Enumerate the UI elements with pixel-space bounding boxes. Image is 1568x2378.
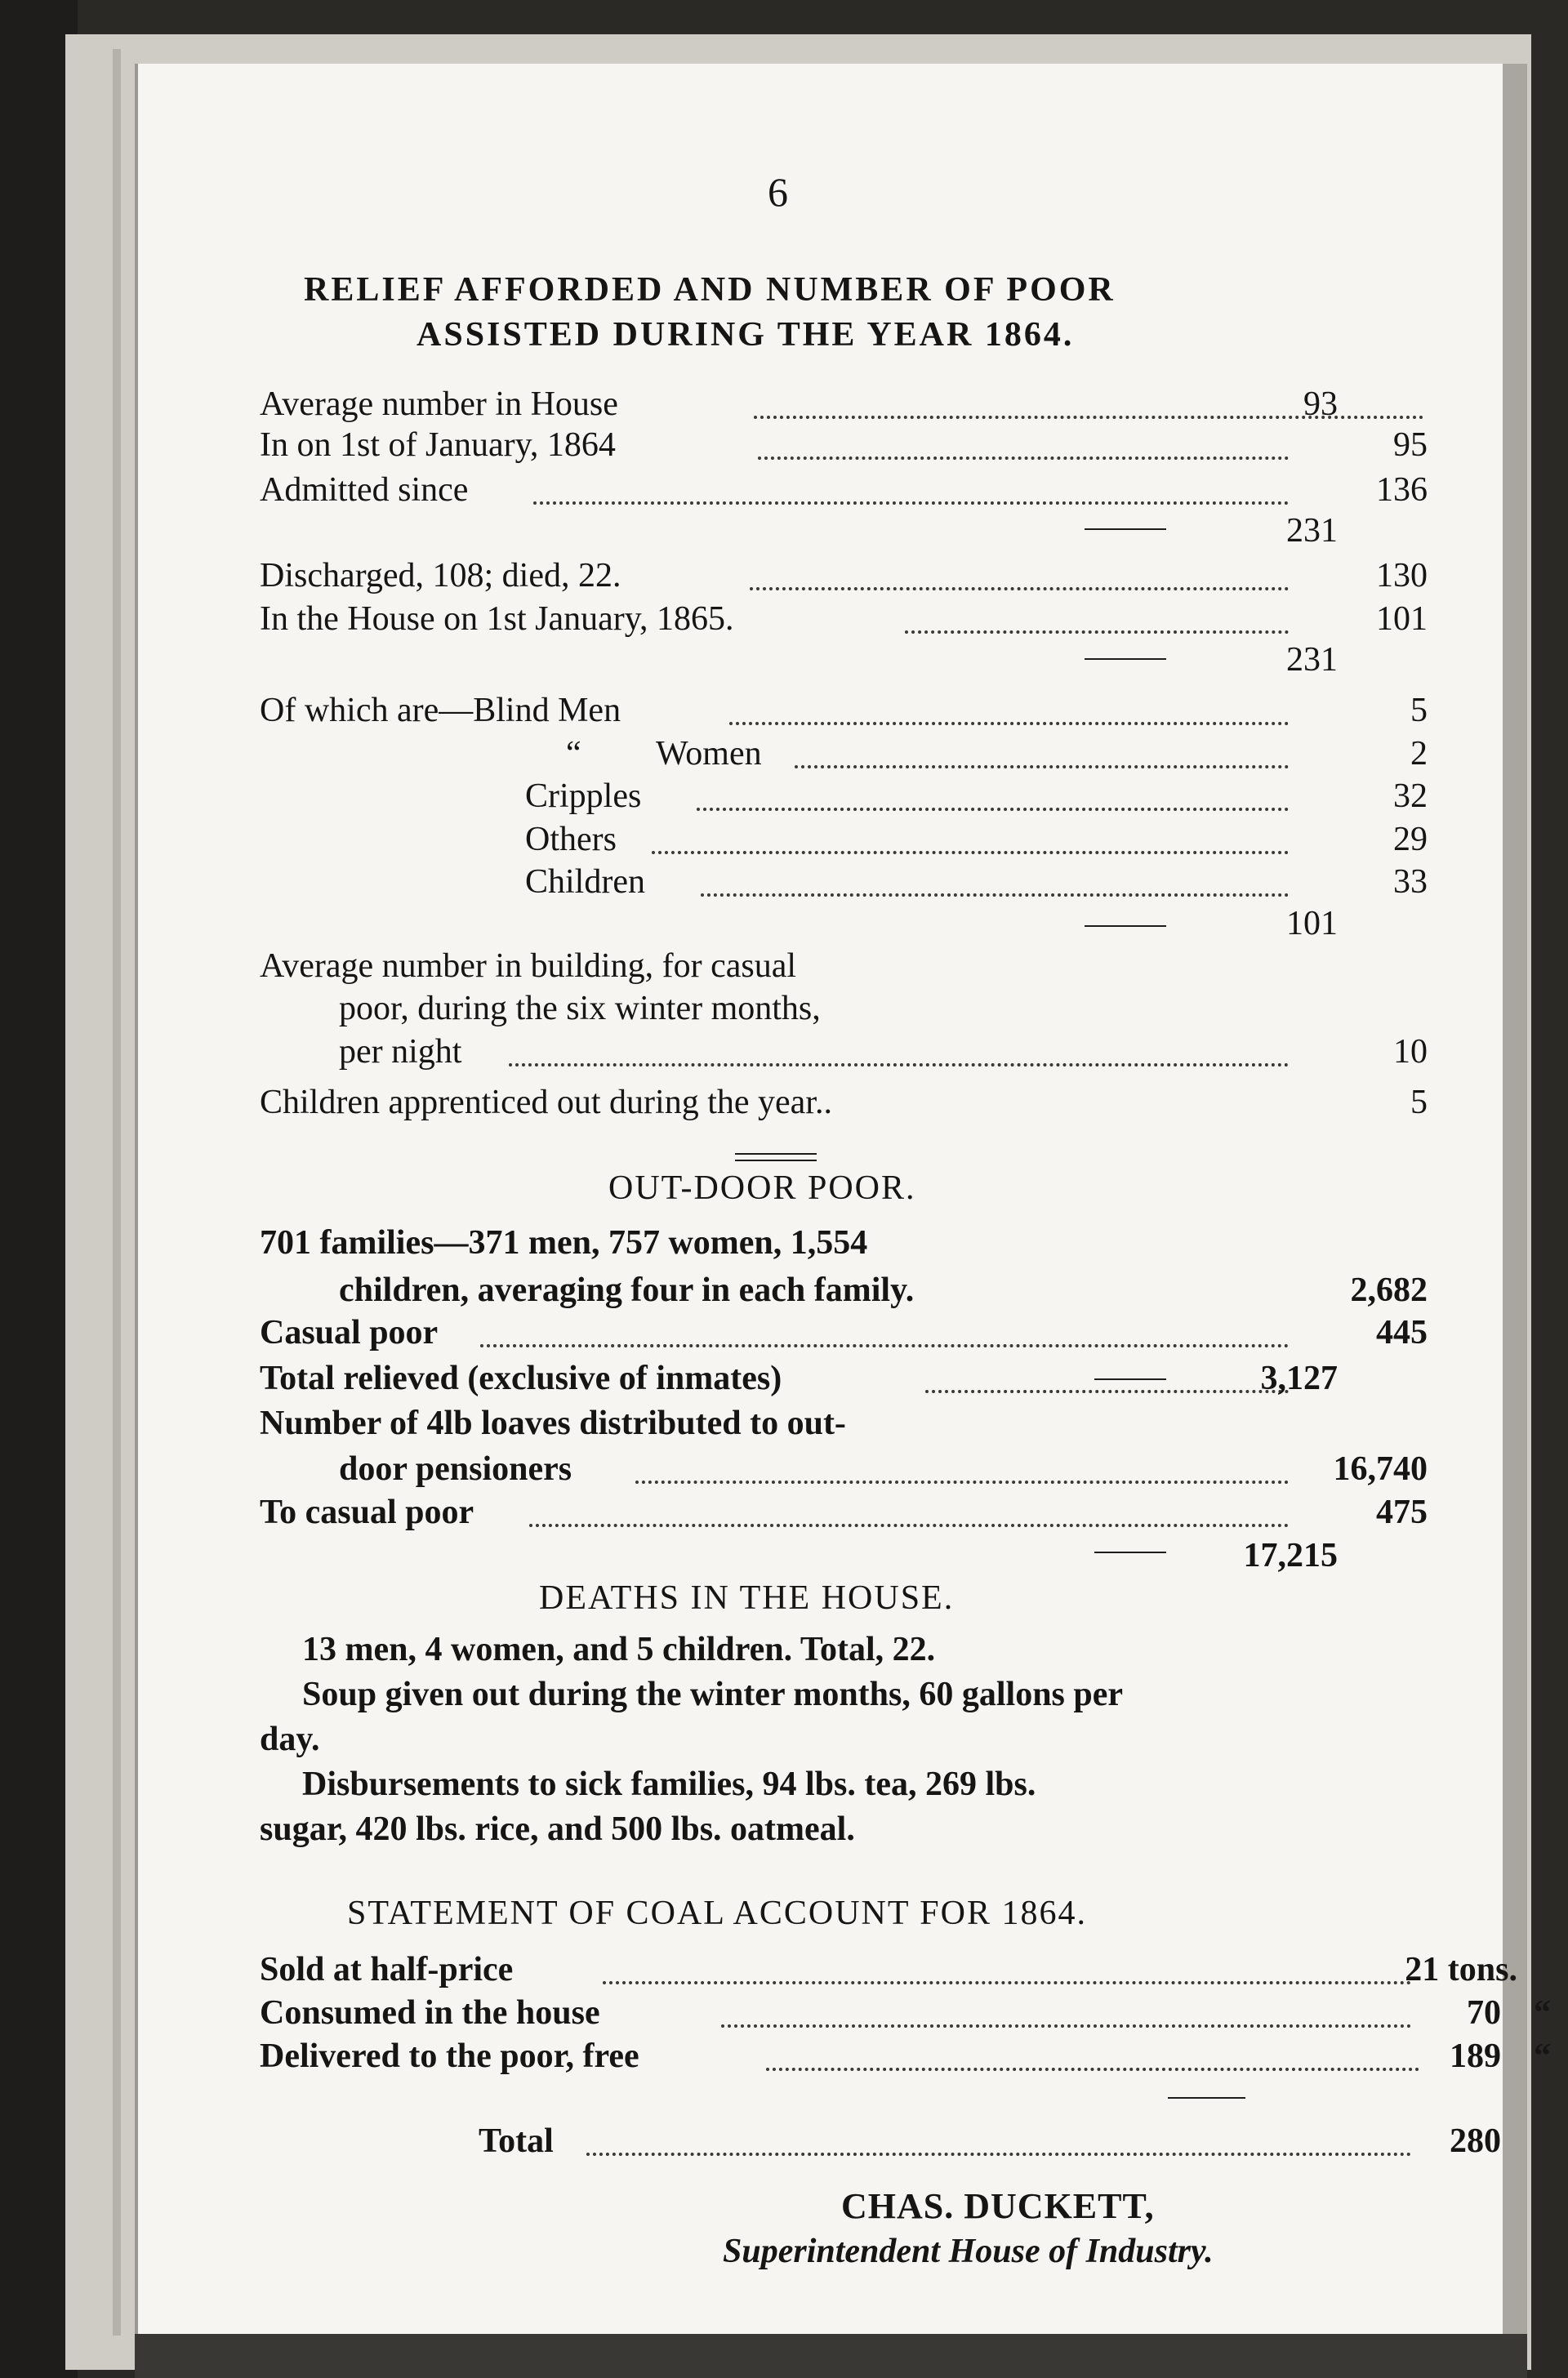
- value-inner: 33: [1393, 863, 1428, 901]
- deaths-heading: DEATHS IN THE HOUSE.: [539, 1579, 955, 1617]
- ditto-mark: “: [566, 735, 581, 773]
- row-subtotal-1: [260, 510, 1338, 551]
- row-casual-poor: [260, 1312, 1428, 1353]
- value-outer: 17,215: [1243, 1537, 1338, 1574]
- label: children, averaging four in each family.: [339, 1271, 915, 1309]
- disbursements-line-1: Disbursements to sick families, 94 lbs. tea, 269 lbs.: [302, 1766, 1036, 1803]
- row-to-casual: [260, 1492, 1428, 1533]
- soup-line-2: day.: [260, 1721, 320, 1758]
- value-inner: 29: [1393, 821, 1428, 858]
- signature-name: CHAS. DUCKETT,: [841, 2186, 1155, 2226]
- ditto-mark: “: [1534, 1994, 1551, 2032]
- coal-total-value: 280: [1450, 2122, 1501, 2160]
- label: Average number in House: [260, 385, 618, 423]
- value-inner: 5: [1410, 692, 1428, 729]
- value-inner: 101: [1376, 600, 1428, 638]
- title-line-1: RELIEF AFFORDED AND NUMBER OF POOR: [304, 271, 1116, 309]
- page-number: 6: [768, 169, 788, 215]
- label: To casual poor: [260, 1494, 474, 1531]
- label: Delivered to the poor, free: [260, 2037, 639, 2075]
- board-edge: [113, 49, 121, 2336]
- value-outer: 231: [1286, 641, 1338, 679]
- coal-sold-value: 21: [1405, 1951, 1440, 1988]
- row-loaves-total: [260, 1535, 1338, 1576]
- page-edge: [1503, 64, 1527, 2334]
- row-admitted: [260, 470, 1428, 510]
- value-inner: 32: [1393, 777, 1428, 815]
- label: Discharged, 108; died, 22.: [260, 557, 621, 594]
- value-inner: 10: [1393, 1033, 1428, 1071]
- casual-line-2: poor, during the six winter months,: [339, 990, 821, 1027]
- row-in-house: [260, 599, 1428, 639]
- row-casual-per-night: [260, 1031, 1428, 1072]
- label: Total: [479, 2122, 554, 2160]
- sum-rule: [1168, 2097, 1245, 2099]
- label: per night: [339, 1033, 462, 1071]
- label: Of which are—Blind Men: [260, 692, 621, 729]
- coal-delivered-value: 189: [1450, 2037, 1501, 2075]
- label: Consumed in the house: [260, 1994, 600, 2032]
- label: Others: [525, 821, 617, 858]
- label: Children: [525, 863, 645, 901]
- row-coal-total: [260, 2121, 1501, 2162]
- value-inner: 136: [1376, 471, 1428, 509]
- value-outer: 93: [1303, 385, 1338, 423]
- section-divider: [735, 1153, 817, 1155]
- value-outer: 231: [1286, 512, 1338, 550]
- label: Total relieved (exclusive of inmates): [260, 1360, 782, 1397]
- section-divider: [735, 1160, 817, 1161]
- row-total-relieved: [260, 1358, 1338, 1399]
- label: In on 1st of January, 1864: [260, 426, 616, 464]
- outdoor-heading: OUT-DOOR POOR.: [608, 1169, 916, 1207]
- label: Sold at half-price: [260, 1951, 514, 1988]
- row-children: [260, 862, 1428, 902]
- families-line-1: 701 families—371 men, 757 women, 1,554: [260, 1224, 868, 1262]
- value-inner: 95: [1393, 426, 1428, 464]
- value-inner: 2,682: [1350, 1271, 1428, 1309]
- value-inner: 5: [1410, 1084, 1428, 1121]
- loaves-line-1: Number of 4lb loaves distributed to out-: [260, 1405, 846, 1442]
- value-inner: 475: [1376, 1494, 1428, 1531]
- label: In the House on 1st January, 1865.: [260, 600, 734, 638]
- sum-rule: [1094, 1378, 1166, 1380]
- value-inner: 2: [1410, 735, 1428, 773]
- value-inner: 130: [1376, 557, 1428, 594]
- value-inner: 16,740: [1333, 1450, 1428, 1488]
- ditto-mark: “: [1534, 2037, 1551, 2075]
- label: Admitted since: [260, 471, 469, 509]
- page-bottom-shadow: [135, 2334, 1527, 2378]
- coal-consumed-value: 70: [1467, 1994, 1501, 2032]
- label: Children apprenticed out during the year..: [260, 1084, 832, 1121]
- signature-title: Superintendent House of Industry.: [723, 2233, 1214, 2270]
- label: Women: [656, 735, 762, 773]
- coal-heading: STATEMENT OF COAL ACCOUNT FOR 1864.: [347, 1895, 1087, 1932]
- row-subtotal-3: [260, 903, 1338, 944]
- value-outer: 3,127: [1260, 1360, 1338, 1397]
- label: door pensioners: [339, 1450, 572, 1488]
- deaths-line: 13 men, 4 women, and 5 children. Total, 22.: [302, 1631, 936, 1668]
- row-apprenticed: [260, 1082, 1428, 1123]
- casual-line-1: Average number in building, for casual: [260, 947, 797, 985]
- row-subtotal-2: [260, 639, 1338, 680]
- coal-sold-unit: tons.: [1447, 1951, 1517, 1988]
- label: Casual poor: [260, 1314, 439, 1352]
- row-in-jan: [260, 425, 1428, 465]
- value-inner: 445: [1376, 1314, 1428, 1352]
- value-outer: 101: [1286, 905, 1338, 942]
- label: Cripples: [525, 777, 642, 815]
- soup-line-1: Soup given out during the winter months, 60 gallons per: [302, 1676, 1124, 1713]
- title-line-2: ASSISTED DURING THE YEAR 1864.: [416, 316, 1075, 354]
- disbursements-line-2: sugar, 420 lbs. rice, and 500 lbs. oatmeal.: [260, 1810, 855, 1848]
- row-coal-delivered: [260, 2036, 1551, 2077]
